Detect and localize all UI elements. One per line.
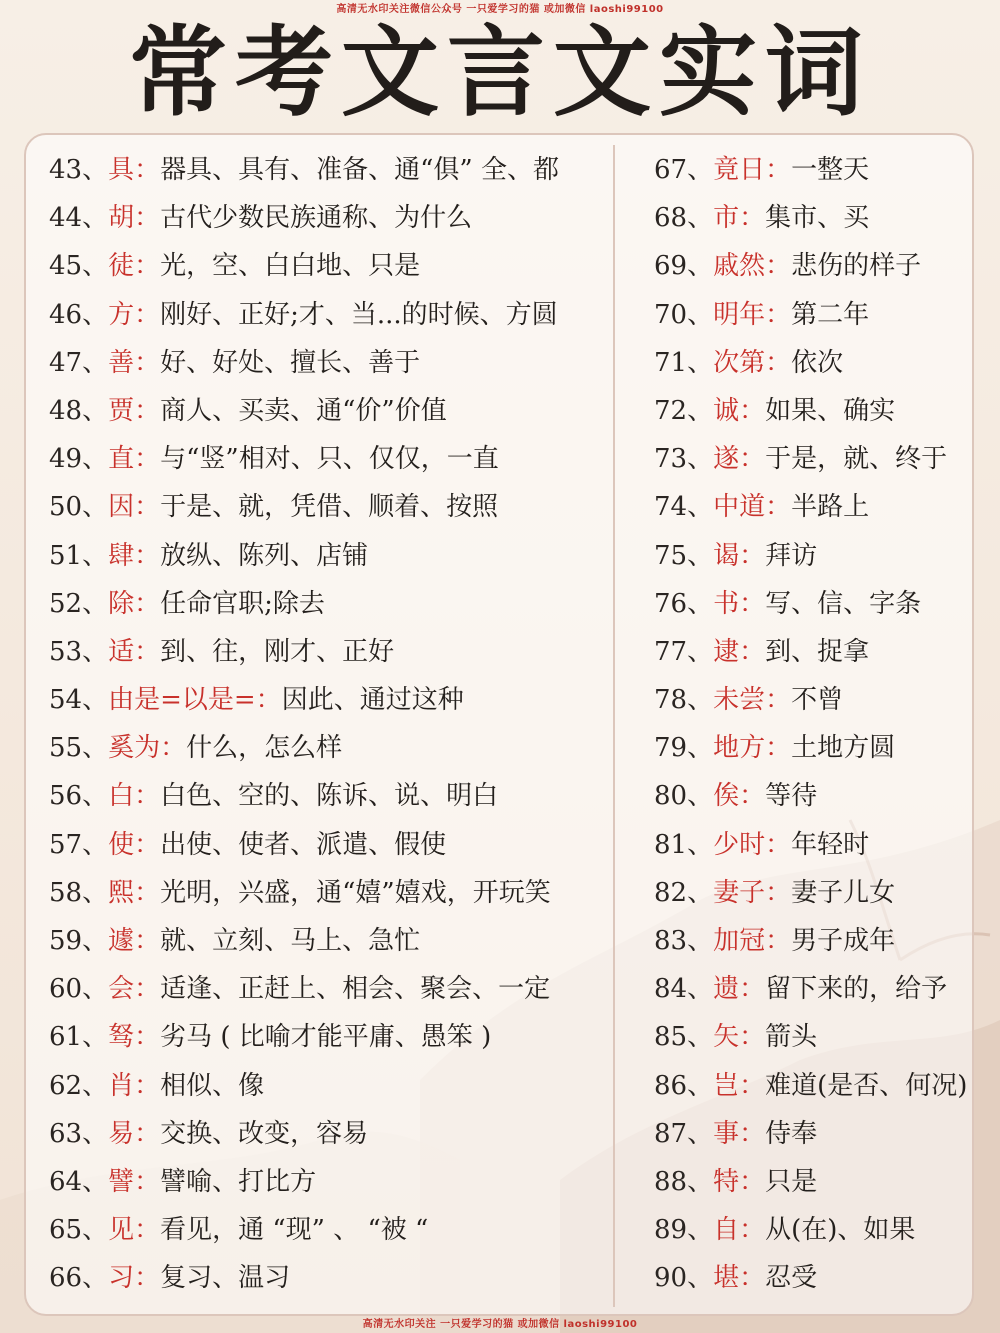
entry-colon: ： bbox=[134, 1215, 161, 1246]
word-entry bbox=[654, 580, 974, 628]
entry-term: 岂 bbox=[713, 1070, 740, 1101]
entry-colon: ： bbox=[134, 974, 161, 1005]
entry-colon: ： bbox=[765, 733, 792, 764]
entry-term: 方 bbox=[108, 299, 135, 330]
entry-colon: ： bbox=[765, 877, 792, 908]
entry-meaning: 什么，怎么样 bbox=[186, 733, 343, 764]
word-entry bbox=[654, 483, 974, 531]
entry-number: 66、 bbox=[49, 1263, 109, 1294]
entry-meaning: 侍奉 bbox=[765, 1118, 818, 1149]
word-entry bbox=[49, 146, 609, 194]
word-entry bbox=[654, 532, 974, 580]
entry-meaning: 半路上 bbox=[791, 492, 870, 523]
word-entry bbox=[49, 869, 609, 917]
right-word-list bbox=[654, 146, 974, 1303]
entry-colon: ： bbox=[739, 1070, 766, 1101]
entry-number: 70、 bbox=[654, 299, 714, 330]
word-entry bbox=[49, 676, 609, 724]
entry-meaning: 因此、通过这种 bbox=[281, 685, 464, 716]
entry-number: 55、 bbox=[49, 733, 109, 764]
entry-term: 未尝 bbox=[713, 685, 766, 716]
entry-meaning: 譬喻、打比方 bbox=[160, 1166, 317, 1197]
entry-colon: ： bbox=[134, 251, 161, 282]
entry-term: 贾 bbox=[108, 395, 135, 426]
entry-colon: ： bbox=[739, 781, 766, 812]
entry-term: 少时 bbox=[713, 829, 766, 860]
column-divider bbox=[613, 145, 615, 1307]
entry-meaning: 集市、买 bbox=[765, 203, 870, 234]
entry-number: 81、 bbox=[654, 829, 714, 860]
entry-meaning: 等待 bbox=[765, 781, 818, 812]
word-entry bbox=[49, 965, 609, 1013]
entry-number: 84、 bbox=[654, 974, 714, 1005]
entry-colon: ： bbox=[134, 588, 161, 619]
entry-number: 67、 bbox=[654, 155, 714, 185]
entry-term: 易 bbox=[108, 1118, 135, 1149]
entry-term: 俟 bbox=[713, 781, 740, 812]
entry-colon: ： bbox=[739, 1215, 766, 1246]
entry-number: 59、 bbox=[49, 926, 109, 956]
entry-colon: ： bbox=[160, 733, 187, 764]
entry-number: 65、 bbox=[49, 1215, 109, 1246]
word-entry bbox=[654, 821, 974, 869]
entry-number: 61、 bbox=[49, 1022, 109, 1053]
entry-meaning: 好、好处、擅长、善于 bbox=[160, 347, 421, 378]
entry-meaning: 箭头 bbox=[765, 1022, 818, 1053]
entry-number: 47、 bbox=[49, 347, 109, 378]
word-entry bbox=[654, 917, 974, 965]
entry-number: 87、 bbox=[654, 1118, 714, 1149]
word-entry bbox=[654, 291, 974, 339]
entry-colon: ： bbox=[765, 155, 792, 185]
entry-term: 特 bbox=[713, 1166, 740, 1197]
word-entry bbox=[49, 532, 609, 580]
entry-number: 58、 bbox=[49, 877, 109, 908]
entry-meaning: 难道(是否、何况) bbox=[765, 1070, 968, 1101]
word-entry bbox=[49, 339, 609, 387]
word-entry bbox=[654, 1013, 974, 1061]
entry-number: 56、 bbox=[49, 781, 109, 812]
entry-meaning: 商人、买卖、通“价”价值 bbox=[160, 395, 447, 426]
entry-number: 45、 bbox=[49, 251, 109, 282]
entry-meaning: 出使、使者、派遣、假使 bbox=[160, 829, 447, 860]
entry-meaning: 适逢、正赶上、相会、聚会、一定 bbox=[160, 974, 551, 1005]
word-entry bbox=[654, 1158, 974, 1206]
word-entry bbox=[49, 1110, 609, 1158]
entry-meaning: 留下来的，给予 bbox=[765, 974, 948, 1005]
word-entry bbox=[654, 869, 974, 917]
entry-meaning: 与“竖”相对、只、仅仅，一直 bbox=[160, 444, 499, 475]
entry-term: 遽 bbox=[108, 926, 135, 956]
word-entry bbox=[654, 1254, 974, 1302]
bottom-watermark: 高清无水印关注 一只爱学习的猫 或加微信 laoshi99100 bbox=[362, 1319, 638, 1330]
entry-colon: ： bbox=[134, 1022, 161, 1053]
entry-term: 习 bbox=[108, 1263, 135, 1294]
entry-term: 胡 bbox=[108, 203, 135, 234]
entry-colon: ： bbox=[134, 1118, 161, 1149]
entry-meaning: 如果、确实 bbox=[765, 395, 896, 426]
entry-colon: ： bbox=[739, 1263, 766, 1294]
entry-colon: ： bbox=[739, 203, 766, 234]
word-entry bbox=[49, 724, 609, 772]
entry-colon: ： bbox=[134, 877, 161, 908]
entry-term: 由是=以是= bbox=[108, 685, 256, 716]
entry-term: 矢 bbox=[713, 1022, 740, 1053]
entry-term: 遗 bbox=[713, 974, 740, 1005]
entry-meaning: 相似、像 bbox=[160, 1070, 265, 1101]
entry-term: 直 bbox=[108, 444, 135, 475]
entry-colon: ： bbox=[134, 203, 161, 234]
entry-term: 徒 bbox=[108, 251, 135, 282]
word-entry bbox=[654, 387, 974, 435]
word-entry bbox=[49, 1062, 609, 1110]
entry-meaning: 交换、改变，容易 bbox=[160, 1118, 369, 1149]
entry-number: 78、 bbox=[654, 685, 714, 716]
entry-colon: ： bbox=[739, 540, 766, 571]
entry-number: 72、 bbox=[654, 395, 714, 426]
entry-term: 除 bbox=[108, 588, 135, 619]
entry-term: 加冠 bbox=[713, 926, 766, 956]
word-entry bbox=[49, 1158, 609, 1206]
entry-colon: ： bbox=[765, 685, 792, 716]
entry-term: 熙 bbox=[108, 877, 135, 908]
entry-term: 明年 bbox=[713, 299, 766, 330]
entry-meaning: 土地方圆 bbox=[791, 733, 896, 764]
entry-meaning: 悲伤的样子 bbox=[791, 251, 922, 282]
word-entry bbox=[654, 1062, 974, 1110]
entry-number: 62、 bbox=[49, 1070, 109, 1101]
entry-term: 见 bbox=[108, 1215, 135, 1246]
entry-term: 诚 bbox=[713, 395, 740, 426]
entry-meaning: 拜访 bbox=[765, 540, 818, 571]
entry-colon: ： bbox=[765, 299, 792, 330]
entry-meaning: 放纵、陈列、店铺 bbox=[160, 540, 369, 571]
entry-number: 90、 bbox=[654, 1263, 714, 1294]
word-entry bbox=[49, 772, 609, 820]
entry-meaning: 复习、温习 bbox=[160, 1263, 291, 1294]
entry-colon: ： bbox=[134, 1070, 161, 1101]
word-entry bbox=[654, 146, 974, 194]
entry-meaning: 一整天 bbox=[791, 155, 870, 185]
entry-meaning: 古代少数民族通称、为什么 bbox=[160, 203, 473, 234]
entry-number: 49、 bbox=[49, 444, 109, 475]
entry-meaning: 写、信、字条 bbox=[765, 588, 922, 619]
entry-term: 妻子 bbox=[713, 877, 766, 908]
entry-meaning: 第二年 bbox=[791, 299, 870, 330]
entry-meaning: 于是、就，凭借、顺着、按照 bbox=[160, 492, 499, 523]
entry-colon: ： bbox=[134, 829, 161, 860]
entry-colon: ： bbox=[134, 395, 161, 426]
entry-colon: ： bbox=[765, 829, 792, 860]
entry-number: 68、 bbox=[654, 203, 714, 234]
entry-number: 63、 bbox=[49, 1118, 109, 1149]
word-entry bbox=[654, 339, 974, 387]
entry-meaning: 光，空、白白地、只是 bbox=[160, 251, 421, 282]
entry-number: 82、 bbox=[654, 877, 714, 908]
entry-number: 83、 bbox=[654, 926, 714, 956]
entry-term: 肖 bbox=[108, 1070, 135, 1101]
entry-number: 44、 bbox=[49, 203, 109, 234]
entry-term: 肆 bbox=[108, 540, 135, 571]
entry-colon: ： bbox=[739, 1118, 766, 1149]
entry-meaning: 白色、空的、陈诉、说、明白 bbox=[160, 781, 499, 812]
entry-number: 64、 bbox=[49, 1166, 109, 1197]
entry-colon: ： bbox=[739, 444, 766, 475]
entry-number: 88、 bbox=[654, 1166, 714, 1197]
word-entry bbox=[49, 387, 609, 435]
word-entry bbox=[654, 435, 974, 483]
entry-term: 善 bbox=[108, 347, 135, 378]
word-entry bbox=[654, 772, 974, 820]
entry-term: 驽 bbox=[108, 1022, 135, 1053]
word-entry bbox=[49, 580, 609, 628]
entry-colon: ： bbox=[134, 492, 161, 523]
word-entry bbox=[49, 194, 609, 242]
word-entry bbox=[654, 676, 974, 724]
entry-meaning: 任命官职;除去 bbox=[160, 588, 325, 619]
entry-term: 具 bbox=[108, 155, 135, 185]
entry-term: 市 bbox=[713, 203, 740, 234]
entry-colon: ： bbox=[134, 444, 161, 475]
entry-meaning: 年轻时 bbox=[791, 829, 870, 860]
top-watermark: 高清无水印关注微信公众号 一只爱学习的猫 或加微信 laoshi99100 bbox=[336, 4, 664, 15]
entry-colon: ： bbox=[765, 251, 792, 282]
entry-meaning: 到、往，刚才、正好 bbox=[160, 636, 395, 667]
word-entry bbox=[49, 628, 609, 676]
word-entry bbox=[49, 242, 609, 290]
entry-number: 85、 bbox=[654, 1022, 714, 1053]
word-entry bbox=[654, 1206, 974, 1254]
entry-number: 79、 bbox=[654, 733, 714, 764]
entry-colon: ： bbox=[134, 540, 161, 571]
word-entry bbox=[49, 1254, 609, 1302]
entry-number: 86、 bbox=[654, 1070, 714, 1101]
word-entry bbox=[49, 1013, 609, 1061]
entry-meaning: 劣马 ( 比喻才能平庸、愚笨 ) bbox=[160, 1022, 492, 1053]
entry-number: 53、 bbox=[49, 636, 109, 667]
word-entry bbox=[49, 1206, 609, 1254]
entry-colon: ： bbox=[134, 926, 161, 956]
entry-meaning: 就、立刻、马上、急忙 bbox=[160, 926, 421, 956]
entry-colon: ： bbox=[134, 347, 161, 378]
left-word-list bbox=[49, 146, 609, 1303]
entry-colon: ： bbox=[134, 1263, 161, 1294]
word-entry bbox=[654, 724, 974, 772]
entry-meaning: 不曾 bbox=[791, 685, 844, 716]
entry-term: 地方 bbox=[713, 733, 766, 764]
entry-term: 奚为 bbox=[108, 733, 161, 764]
entry-colon: ： bbox=[739, 588, 766, 619]
entry-term: 逮 bbox=[713, 636, 740, 667]
entry-term: 因 bbox=[108, 492, 135, 523]
entry-colon: ： bbox=[739, 636, 766, 667]
entry-number: 69、 bbox=[654, 251, 714, 282]
entry-term: 竟日 bbox=[713, 155, 766, 185]
entry-meaning: 只是 bbox=[765, 1166, 818, 1197]
word-entry bbox=[49, 435, 609, 483]
entry-meaning: 男子成年 bbox=[791, 926, 896, 956]
word-entry bbox=[654, 242, 974, 290]
entry-colon: ： bbox=[765, 347, 792, 378]
entry-number: 46、 bbox=[49, 299, 109, 330]
entry-term: 自 bbox=[713, 1215, 740, 1246]
entry-term: 适 bbox=[108, 636, 135, 667]
entry-number: 43、 bbox=[49, 155, 109, 185]
word-entry bbox=[49, 917, 609, 965]
entry-number: 89、 bbox=[654, 1215, 714, 1246]
entry-number: 71、 bbox=[654, 347, 714, 378]
entry-number: 75、 bbox=[654, 540, 714, 571]
entry-meaning: 忍受 bbox=[765, 1263, 818, 1294]
entry-term: 谒 bbox=[713, 540, 740, 571]
page-title: 常考文言文实词 bbox=[128, 16, 871, 130]
entry-number: 57、 bbox=[49, 829, 109, 860]
entry-number: 73、 bbox=[654, 444, 714, 475]
entry-meaning: 于是，就、终于 bbox=[765, 444, 948, 475]
entry-term: 堪 bbox=[713, 1263, 740, 1294]
entry-number: 80、 bbox=[654, 781, 714, 812]
entry-meaning: 依次 bbox=[791, 347, 844, 378]
entry-number: 51、 bbox=[49, 540, 109, 571]
entry-colon: ： bbox=[134, 155, 161, 185]
entry-term: 譬 bbox=[108, 1166, 135, 1197]
entry-term: 白 bbox=[108, 781, 135, 812]
word-entry bbox=[49, 821, 609, 869]
word-entry bbox=[654, 1110, 974, 1158]
entry-colon: ： bbox=[739, 395, 766, 426]
entry-number: 74、 bbox=[654, 492, 714, 523]
entry-colon: ： bbox=[134, 1166, 161, 1197]
word-entry bbox=[654, 194, 974, 242]
entry-colon: ： bbox=[739, 974, 766, 1005]
entry-meaning: 妻子儿女 bbox=[791, 877, 896, 908]
entry-meaning: 从(在)、如果 bbox=[765, 1215, 916, 1246]
entry-number: 60、 bbox=[49, 974, 109, 1005]
entry-colon: ： bbox=[134, 781, 161, 812]
word-entry bbox=[49, 291, 609, 339]
entry-term: 戚然 bbox=[713, 251, 766, 282]
entry-number: 50、 bbox=[49, 492, 109, 523]
word-entry bbox=[654, 628, 974, 676]
entry-meaning: 到、捉拿 bbox=[765, 636, 870, 667]
entry-term: 遂 bbox=[713, 444, 740, 475]
entry-colon: ： bbox=[739, 1166, 766, 1197]
entry-colon: ： bbox=[134, 299, 161, 330]
entry-number: 54、 bbox=[49, 685, 109, 716]
entry-term: 事 bbox=[713, 1118, 740, 1149]
entry-meaning: 刚好、正好;才、当...的时候、方圆 bbox=[160, 299, 558, 330]
entry-term: 书 bbox=[713, 588, 740, 619]
entry-term: 会 bbox=[108, 974, 135, 1005]
entry-term: 使 bbox=[108, 829, 135, 860]
entry-colon: ： bbox=[134, 636, 161, 667]
word-entry bbox=[49, 483, 609, 531]
entry-number: 48、 bbox=[49, 395, 109, 426]
entry-colon: ： bbox=[255, 685, 282, 716]
entry-number: 52、 bbox=[49, 588, 109, 619]
entry-meaning: 看见，通 “现” 、 “被 “ bbox=[160, 1215, 429, 1246]
entry-meaning: 光明，兴盛，通“嬉”嬉戏，开玩笑 bbox=[160, 877, 551, 908]
entry-meaning: 器具、具有、准备、通“俱” 全、都 bbox=[160, 155, 559, 185]
word-entry bbox=[654, 965, 974, 1013]
entry-colon: ： bbox=[765, 492, 792, 523]
entry-number: 76、 bbox=[654, 588, 714, 619]
entry-term: 次第 bbox=[713, 347, 766, 378]
entry-number: 77、 bbox=[654, 636, 714, 667]
entry-colon: ： bbox=[739, 1022, 766, 1053]
entry-term: 中道 bbox=[713, 492, 766, 523]
entry-colon: ： bbox=[765, 926, 792, 956]
